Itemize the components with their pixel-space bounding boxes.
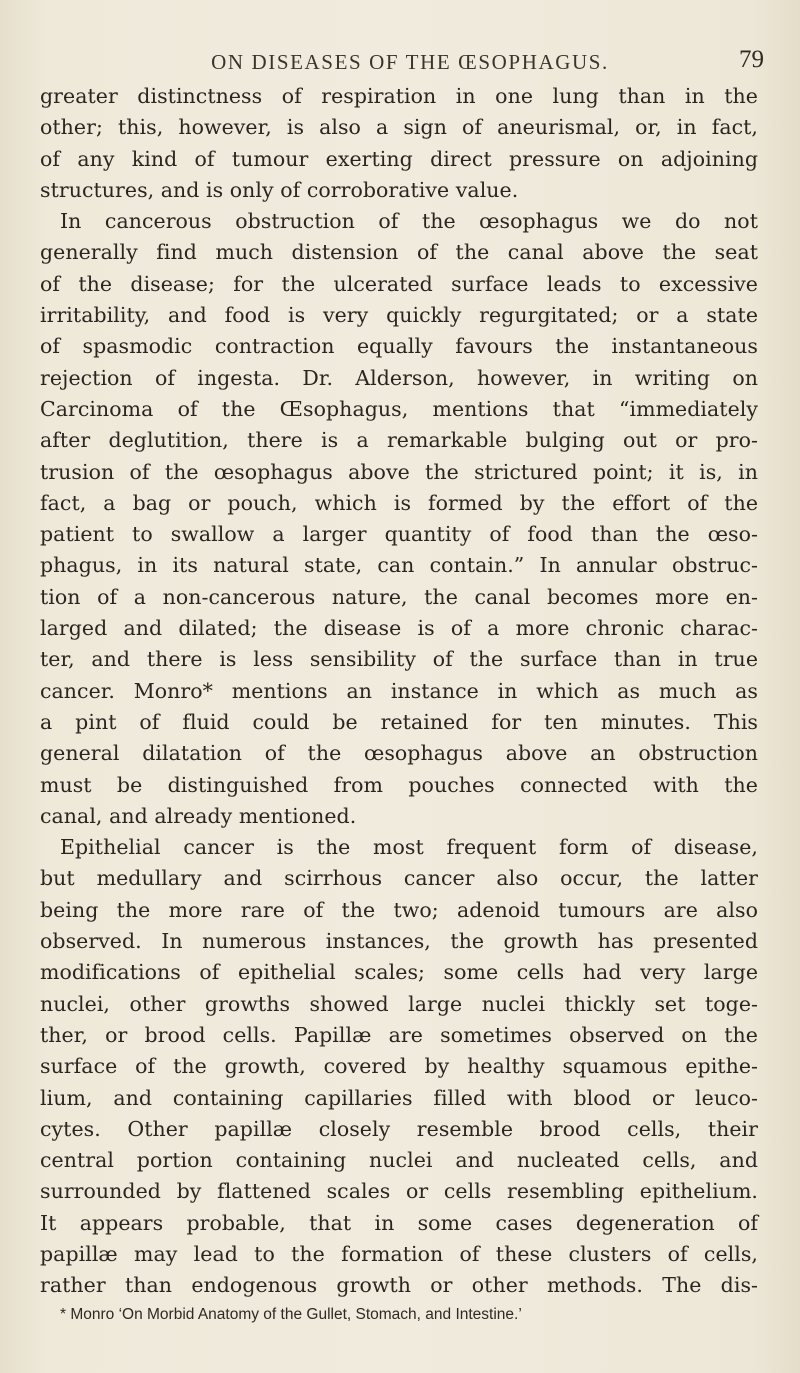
text-line: It appears probable, that in some cases degeneration of — [40, 1210, 758, 1235]
text-line: being the more rare of the two; adenoid tumours are also — [40, 897, 758, 922]
text-line: tion of a non-cancerous nature, the canal becomes more en- — [40, 584, 758, 609]
text-line: but medullary and scirrhous cancer also occur, the latter — [40, 866, 758, 891]
text-line: modifications of epithelial scales; some cells had very large — [40, 960, 758, 985]
text-line: of the disease; for the ulcerated surface leads to excessive — [40, 271, 758, 296]
text-line: lium, and containing capillaries filled with blood or leuco- — [40, 1085, 758, 1110]
footnote: * Monro ‘On Morbid Anatomy of the Gullet, Stomach, and Intestine.’ — [60, 1306, 522, 1323]
text-line: patient to swallow a larger quantity of food than the œso- — [40, 522, 758, 547]
text-line: after deglutition, there is a remarkable bulging out or pro- — [40, 428, 758, 453]
page-header — [60, 46, 780, 76]
text-line: fact, a bag or pouch, which is formed by the effort of the — [40, 490, 758, 515]
text-line: surrounded by flattened scales or cells resembling epithelium. — [40, 1179, 758, 1204]
text-line: other; this, however, is also a sign of aneurismal, or, in fact, — [40, 115, 758, 140]
text-line: observed. In numerous instances, the growth has presented — [40, 929, 758, 954]
text-line: greater distinctness of respiration in one lung than in the — [40, 84, 758, 108]
text-line: In cancerous obstruction of the œsophagus we do not — [60, 209, 758, 234]
text-line: general dilatation of the œsophagus above an obstruction — [40, 741, 758, 766]
text-line: phagus, in its natural state, can contain.” In annular obstruc- — [40, 553, 758, 578]
text-line: of any kind of tumour exerting direct pressure on adjoining — [40, 146, 758, 171]
text-line: Carcinoma of the Œsophagus, mentions that “immediately — [40, 396, 758, 421]
text-line: must be distinguished from pouches connected with the — [40, 772, 758, 797]
text-line: structures, and is only of corroborative value. — [40, 177, 519, 202]
text-line: nuclei, other growths showed large nuclei thickly set toge- — [40, 991, 758, 1016]
text-line: surface of the growth, covered by healthy squamous epithe- — [40, 1054, 758, 1079]
text-line: central portion containing nuclei and nucleated cells, and — [40, 1148, 758, 1173]
text-line: ther, or brood cells. Papillæ are sometimes observed on the — [40, 1022, 758, 1047]
body-text — [40, 81, 758, 1302]
running-title: ON DISEASES OF THE ŒSOPHAGUS. — [211, 50, 609, 74]
text-line: rather than endogenous growth or other methods. The dis- — [40, 1273, 758, 1298]
text-line: papillæ may lead to the formation of these clusters of cells, — [40, 1241, 758, 1266]
text-line: larged and dilated; the disease is of a more chronic charac- — [40, 616, 758, 641]
text-line: Epithelial cancer is the most frequent form of disease, — [60, 835, 758, 860]
text-line: a pint of fluid could be retained for ten minutes. This — [40, 709, 758, 734]
text-line: rejection of ingesta. Dr. Alderson, however, in writing on — [40, 365, 758, 390]
text-line: cancer. Monro* mentions an instance in which as much as — [40, 678, 758, 703]
text-line: canal, and already mentioned. — [40, 803, 357, 828]
page-number: 79 — [739, 46, 764, 73]
text-line: cytes. Other papillæ closely resemble brood cells, their — [40, 1116, 758, 1141]
text-line: trusion of the œsophagus above the strictured point; it is, in — [40, 459, 758, 484]
text-line: ter, and there is less sensibility of the surface than in true — [40, 647, 758, 672]
text-line: generally find much distension of the canal above the seat — [40, 240, 758, 265]
text-line: of spasmodic contraction equally favours the instantaneous — [40, 334, 758, 359]
text-line: irritability, and food is very quickly regurgitated; or a state — [40, 303, 758, 328]
